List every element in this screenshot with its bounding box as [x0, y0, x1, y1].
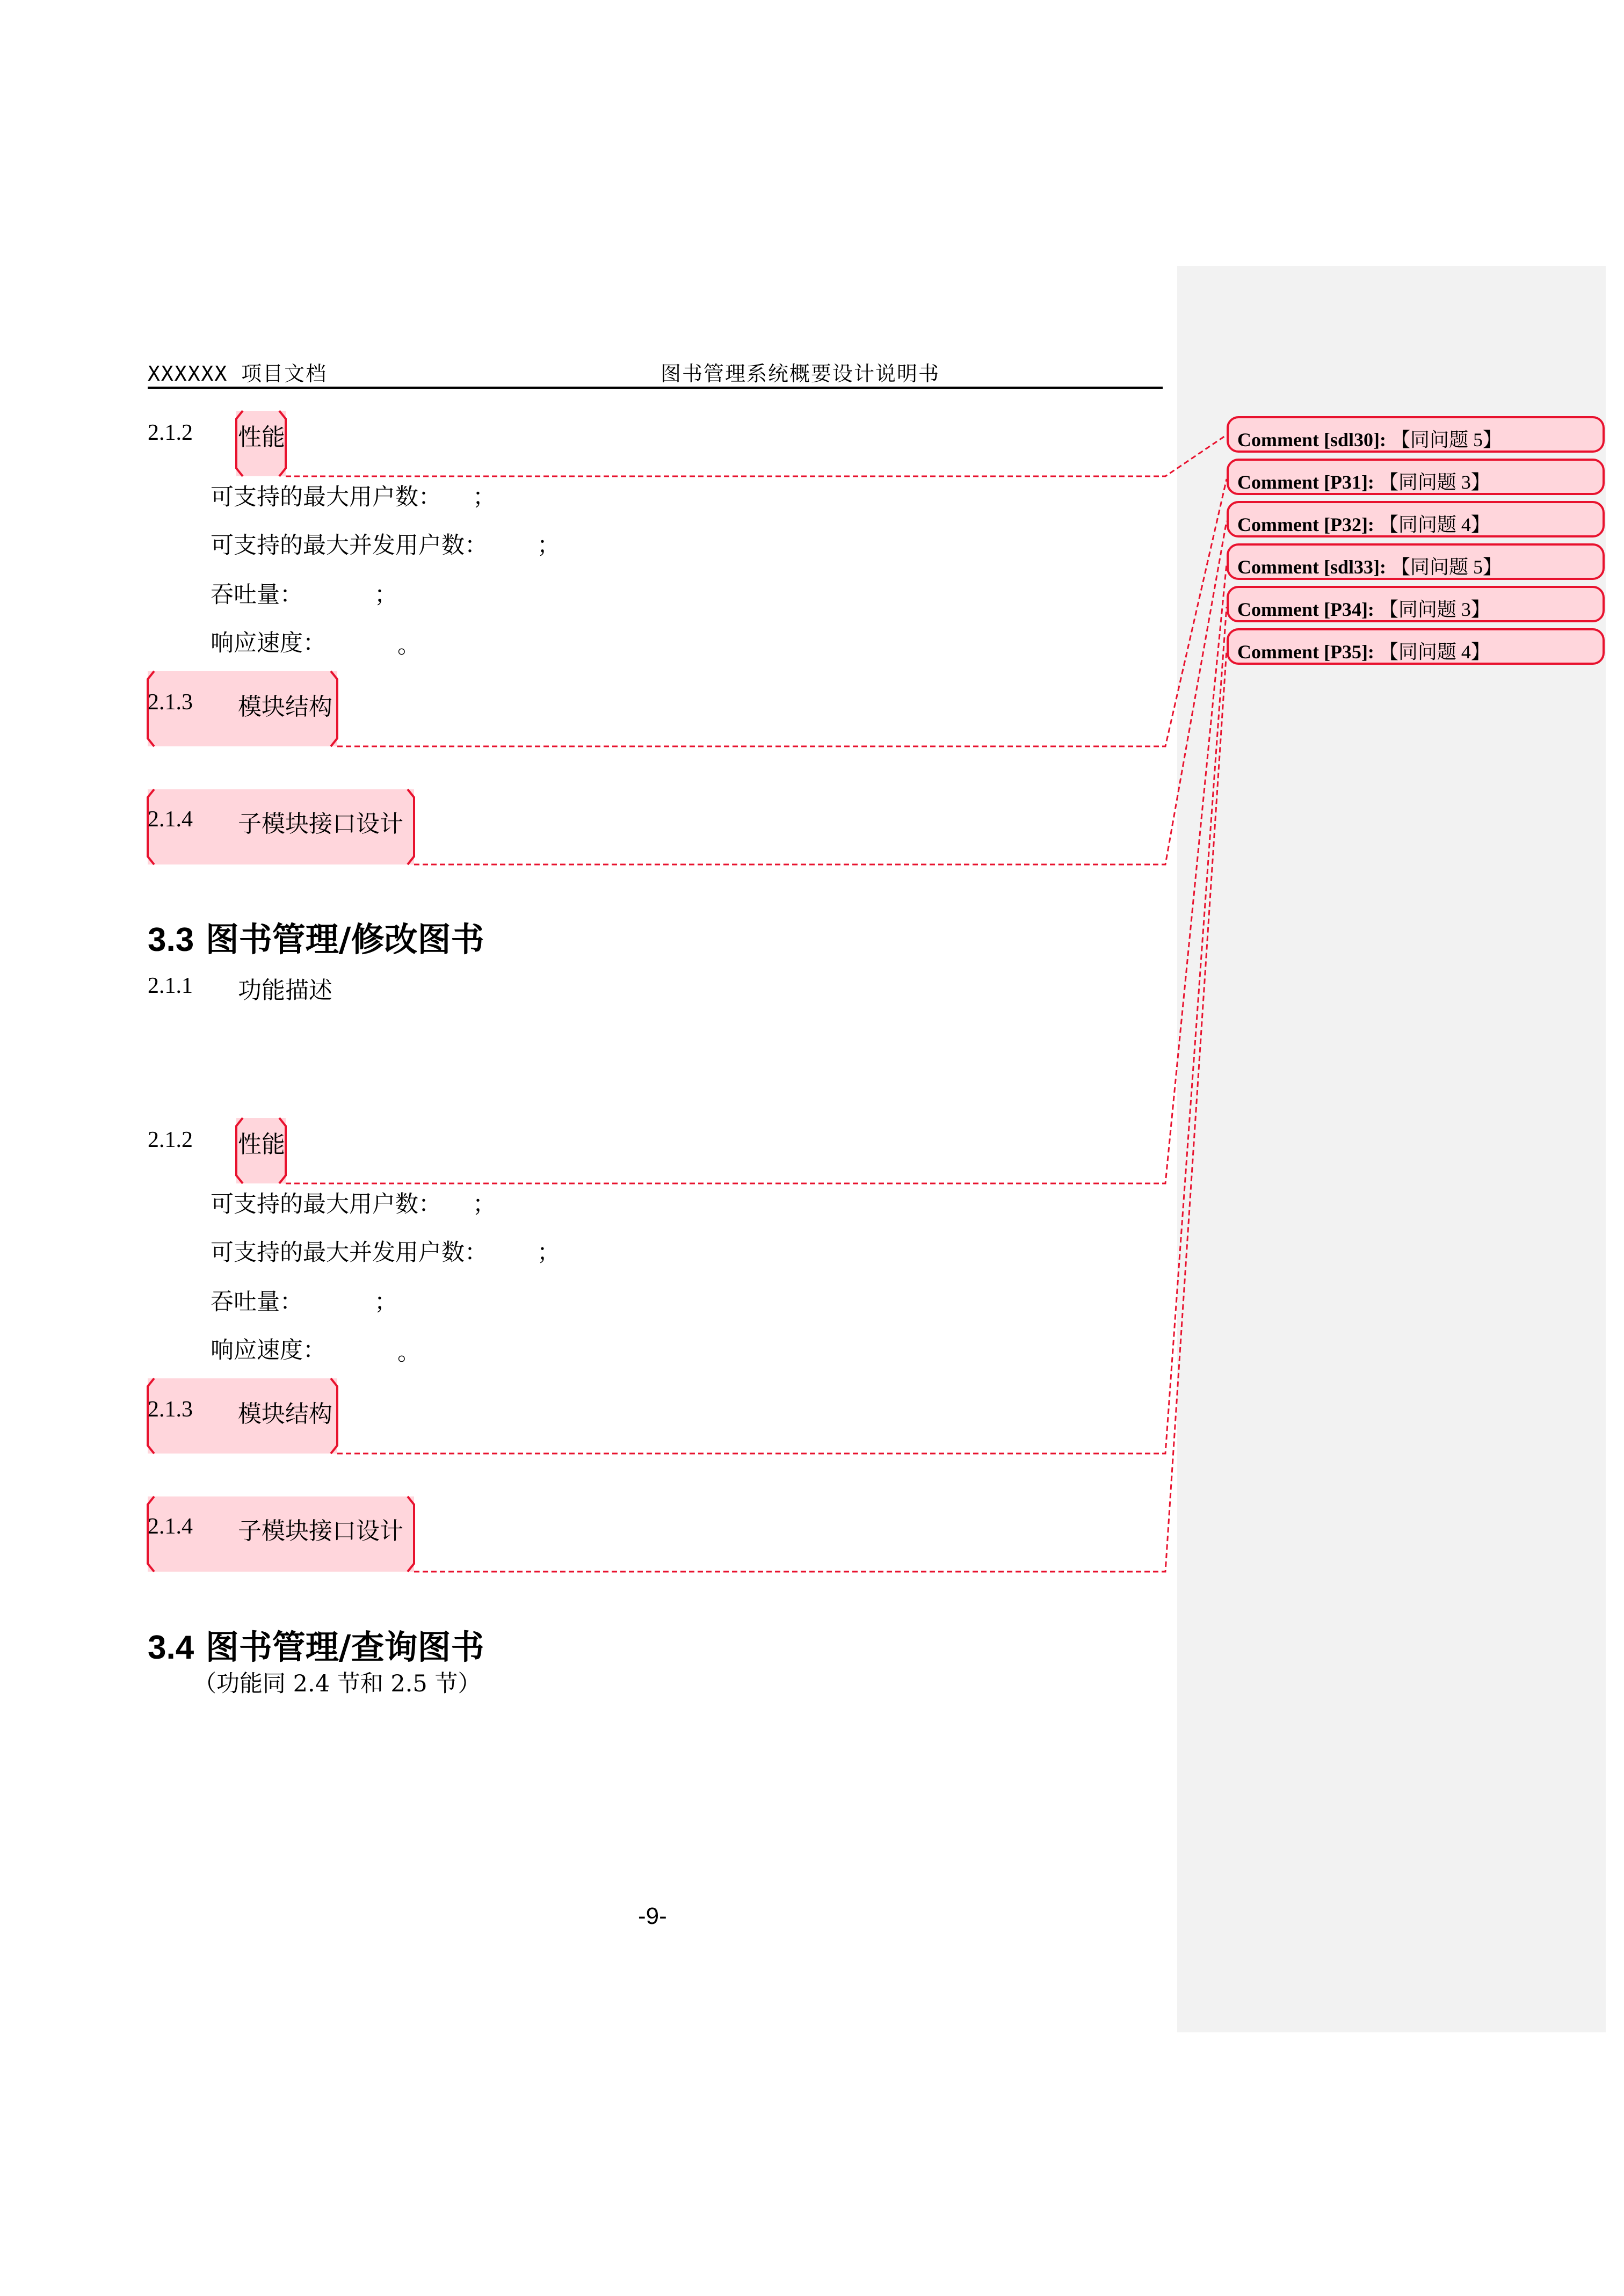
- comment-text: 【同问题 5】: [1390, 556, 1502, 578]
- module-number-2: 2.1.3: [148, 1397, 193, 1422]
- module-number-1: 2.1.3: [148, 690, 193, 715]
- iface-number-1: 2.1.4: [148, 807, 193, 832]
- perf-number-1: 2.1.2: [148, 420, 193, 445]
- max-users-label-1: 可支持的最大用户数：: [211, 484, 441, 511]
- iface-title-2: 子模块接口设计: [238, 1517, 403, 1545]
- throughput-label-2: 吞吐量：: [211, 1289, 303, 1316]
- comment-id: Comment [sdl33]:: [1237, 556, 1386, 578]
- page-number: -9-: [638, 1903, 667, 1929]
- comment-text: 【同问题 5】: [1390, 429, 1502, 451]
- section-3-3-number: 3.3: [148, 921, 194, 958]
- max-concurrent-end-1: ；: [537, 532, 560, 559]
- section-3-3-title: 图书管理/修改图书: [205, 920, 484, 959]
- header-right: 图书管理系统概要设计说明书: [661, 362, 940, 386]
- module-title-1: 模块结构: [238, 693, 332, 721]
- comment-text: 【同问题 4】: [1379, 641, 1490, 663]
- response-end-1: 。: [397, 632, 421, 659]
- max-users-end-1: ；: [473, 484, 496, 511]
- comment-text: 【同问题 3】: [1379, 599, 1490, 620]
- response-label-1: 响应速度：: [211, 630, 326, 657]
- module-title-2: 模块结构: [238, 1400, 332, 1428]
- comment-text: 【同问题 3】: [1379, 471, 1490, 493]
- comment-sdl30[interactable]: [1227, 416, 1605, 453]
- throughput-end-1: ；: [374, 582, 397, 608]
- max-users-end-2: ；: [473, 1191, 496, 1218]
- throughput-label-1: 吞吐量：: [211, 582, 303, 608]
- section-3-4-number: 3.4: [148, 1629, 194, 1666]
- perf-title-1: 性能: [238, 424, 285, 451]
- iface-title-1: 子模块接口设计: [238, 810, 403, 838]
- max-concurrent-label-1: 可支持的最大并发用户数：: [211, 532, 488, 559]
- section-3-4: [148, 1621, 484, 1668]
- func-number: 2.1.1: [148, 973, 193, 998]
- section-3-3: [148, 913, 484, 961]
- throughput-end-2: ；: [374, 1289, 397, 1316]
- comment-p35[interactable]: [1227, 628, 1605, 665]
- comment-id: Comment [P31]:: [1237, 471, 1374, 493]
- comment-p32[interactable]: [1227, 501, 1605, 537]
- max-concurrent-end-2: ；: [537, 1239, 560, 1266]
- comment-id: Comment [P32]:: [1237, 514, 1374, 535]
- comment-id: Comment [P34]:: [1237, 599, 1374, 620]
- comment-id: Comment [sdl30]:: [1237, 429, 1386, 451]
- perf-title-2: 性能: [238, 1131, 285, 1158]
- comment-p34[interactable]: [1227, 586, 1605, 622]
- comment-id: Comment [P35]:: [1237, 641, 1374, 663]
- response-label-2: 响应速度：: [211, 1337, 326, 1364]
- perf-number-2: 2.1.2: [148, 1128, 193, 1152]
- func-title: 功能描述: [238, 977, 332, 1004]
- comment-sdl33[interactable]: [1227, 543, 1605, 580]
- max-users-label-2: 可支持的最大用户数：: [211, 1191, 441, 1218]
- response-end-2: 。: [397, 1339, 421, 1366]
- iface-number-2: 2.1.4: [148, 1514, 193, 1539]
- header-left: XXXXXX 项目文档: [148, 362, 328, 386]
- comment-p31[interactable]: [1227, 459, 1605, 495]
- max-concurrent-label-2: 可支持的最大并发用户数：: [211, 1239, 488, 1266]
- section-3-4-title: 图书管理/查询图书: [205, 1627, 484, 1667]
- comment-text: 【同问题 4】: [1379, 514, 1490, 535]
- section-3-4-note: （功能同 2.4 节和 2.5 节）: [193, 1670, 481, 1697]
